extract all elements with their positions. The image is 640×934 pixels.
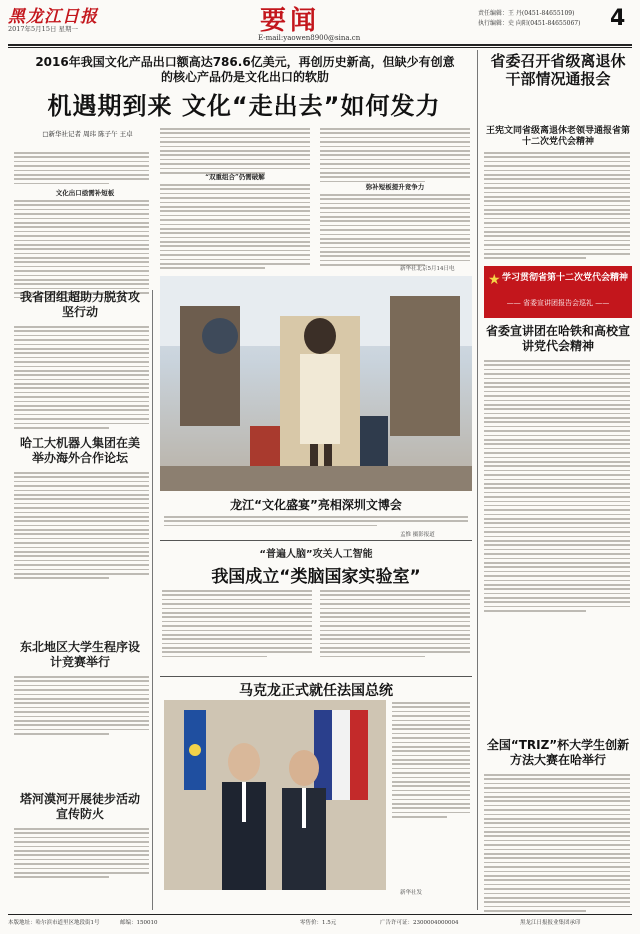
lead-body-col2b (160, 184, 310, 272)
photo-caption-text (164, 516, 468, 529)
lead-section-head-1: 文化出口亟需补短板 (55, 189, 115, 197)
lab-body-col2 (320, 590, 470, 660)
exhibition-scene-illustration (160, 276, 472, 491)
footer-rule (8, 914, 632, 915)
lab-body-col1 (162, 590, 312, 660)
lead-dateline: 新华社北京5月14日电 (400, 266, 455, 272)
star-icon: ★ (488, 272, 501, 288)
lab-title: 我国成立“类脑国家实验室” (211, 567, 421, 587)
left-article-4-title: 塔河漠河开展徒步活动宣传防火 (20, 792, 141, 821)
footer-postcode: 邮编：150010 (120, 920, 158, 926)
exhibition-photo (160, 276, 472, 491)
macron-title: 马克龙正式就任法国总统 (239, 683, 393, 699)
left-col-divider (152, 290, 153, 910)
paper-name: 黑龙江日报 (8, 7, 98, 27)
macron-scene-illustration (164, 700, 386, 890)
right-bottom-body (484, 774, 630, 915)
masthead-rule (8, 44, 632, 46)
lead-body-col3 (320, 128, 470, 185)
footer-license: 广告许可证：2300004000004 (380, 920, 459, 926)
right-top-title: 省委召开省级离退休干部情况通报会 (490, 52, 626, 88)
page-number: 4 (610, 6, 626, 31)
photo-caption-author: 孟惟 摄影报道 (400, 532, 435, 538)
study-banner (484, 266, 632, 318)
lead-section-head-2: “双重组合”仍需破解 (205, 173, 265, 181)
photo-caption-title: 龙江“文化盛宴”亮相深圳文博会 (230, 498, 402, 512)
left-article-3-title: 东北地区大学生程序设计竞赛举行 (20, 640, 141, 669)
right-top-subtitle: 王宪文同省级离退休老领导通报省第十二次党代会精神 (486, 126, 631, 147)
footer-printing: 黑龙江日报报业集团承印 (520, 920, 581, 926)
footer-address: 本版地址：哈尔滨市道里区地段街1号 (8, 920, 100, 926)
macron-top-rule (160, 676, 472, 677)
section-title: 要闻 (260, 6, 321, 36)
left-article-1-body (14, 326, 149, 431)
lead-body-col3b (320, 194, 470, 269)
editor-credit-1: 责任编辑：王 丹(0451-84655109) (478, 10, 575, 17)
masthead-rule-thin (8, 47, 632, 48)
left-article-4-body (14, 828, 149, 881)
left-article-2-body (14, 472, 149, 582)
right-mid-body (484, 360, 630, 615)
right-col-divider (477, 50, 478, 910)
editor-credit-2: 执行编辑：史 向阳(0451-84655067) (478, 20, 581, 27)
lead-subtitle: 2016年我国文化产品出口额高达786.6亿美元，再创历史新高，但缺少有创意的核心产品仍是文化出口的软肋 (35, 55, 455, 84)
left-article-3-body (14, 676, 149, 737)
banner-title: 学习贯彻省第十二次党代会精神 (501, 273, 628, 283)
lab-subtitle: “普遍人脑”攻关人工智能 (259, 549, 373, 560)
lead-body-col1 (14, 152, 149, 187)
macron-photo-credit: 新华社发 (400, 890, 423, 896)
right-bottom-title: 全国“TRIZ”杯大学生创新方法大赛在哈举行 (486, 738, 630, 767)
footer-price: 零售价：1.5元 (300, 920, 337, 926)
macron-photo (164, 700, 386, 890)
right-top-body (484, 152, 630, 262)
lead-body-col1b (14, 200, 149, 301)
lead-section-head-3: 弥补短板提升竞争力 (365, 183, 425, 191)
macron-body (392, 702, 470, 821)
lab-top-rule (160, 540, 472, 541)
left-article-1-title: 我省团组超助力脱贫攻坚行动 (20, 290, 141, 319)
banner-subtitle: —— 省委宣讲团报告会巡礼 —— (506, 299, 610, 307)
left-article-2-title: 哈工大机器人集团在美举办海外合作论坛 (20, 436, 141, 465)
lead-title: 机遇期到来 文化“走出去”如何发力 (47, 92, 441, 120)
issue-date: 2017年5月15日 星期一 (8, 25, 79, 33)
lead-body-col2 (160, 128, 310, 176)
section-email: E-mail:yaowen8900@sina.cn (258, 34, 361, 42)
lead-byline: □新华社记者 周玮 陈子午 王卓 (42, 130, 133, 138)
right-mid-title: 省委宣讲团在哈铁和高校宣讲党代会精神 (486, 324, 631, 353)
